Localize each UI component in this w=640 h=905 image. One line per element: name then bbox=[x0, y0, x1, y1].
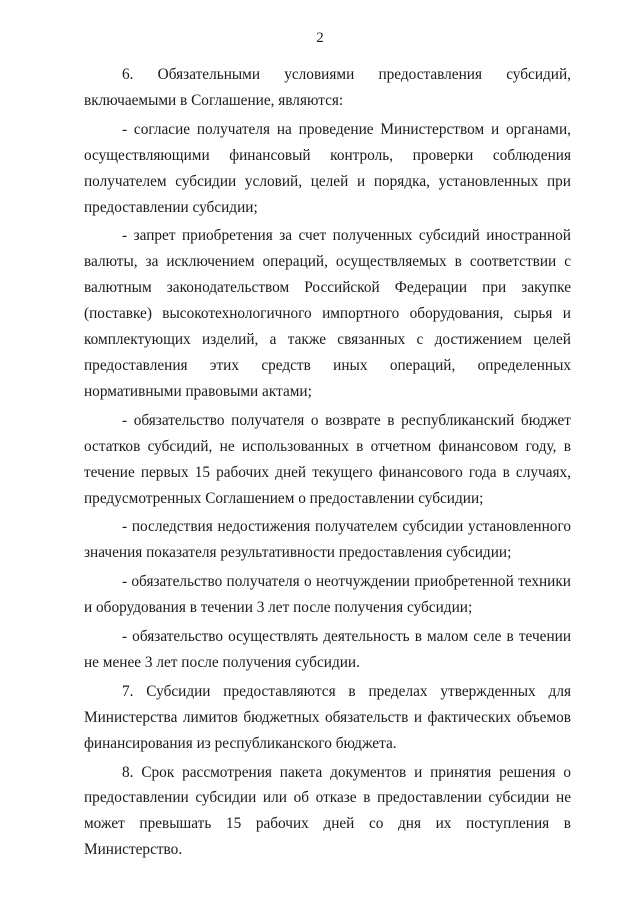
paragraph-8: 8. Срок рассмотрения пакета документов и принятия решения о предоставлении субсидии или об отказе в предоставлении субсидии не может превышать 15 рабочих дней со дня их поступления в Министерство. bbox=[84, 763, 571, 859]
condition-currency-ban: - запрет приобретения за счет полученных субсидий иностранной валюты, за исключением операций, осуществляемых в соответствии с валютным законодательством Российской Федерации при закупке (поставке) высокотехнологичного импортного оборудования, сырья и комплектующих изделий, а также связанных с достижением целей предоставления этих средств иных операций, определенных нормативными правовыми актами; bbox=[84, 227, 571, 400]
paragraph-7: 7. Субсидии предоставляются в пределах утвержденных для Министерства лимитов бюджетных обязательств и фактических объемов финансирования из республиканского бюджета. bbox=[84, 682, 571, 752]
condition-no-alienation: - обязательство получателя о неотчуждении приобретенной техники и оборудования в течении 3 лет после получения субсидии; bbox=[84, 573, 571, 617]
paragraph-6-heading: 6. Обязательными условиями предоставления субсидий, включаемыми в Соглашение, являются: bbox=[84, 66, 571, 109]
condition-refund-obligation: - обязательство получателя о возврате в республиканский бюджет остатков субсидий, не использованных в отчетном финансовом году, в течение первых 15 рабочих дней текущего финансового года в случаях, предусмотренных Соглашением о предоставлении субсидии; bbox=[84, 411, 571, 507]
condition-nonachievement-consequences: - последствия недостижения получателем субсидии установленного значения показателя результативности предоставления субсидии; bbox=[84, 518, 571, 562]
page-number: 2 bbox=[316, 30, 324, 46]
condition-activity-duration: - обязательство осуществлять деятельность в малом селе в течении не менее 3 лет после получения субсидии. bbox=[84, 628, 571, 671]
document-body bbox=[84, 62, 571, 863]
condition-audit-consent: - согласие получателя на проведение Министерством и органами, осуществляющими финансовый контроль, проверки соблюдения получателем субсидии условий, целей и порядка, установленных при предоставлении субсидии; bbox=[84, 120, 571, 216]
